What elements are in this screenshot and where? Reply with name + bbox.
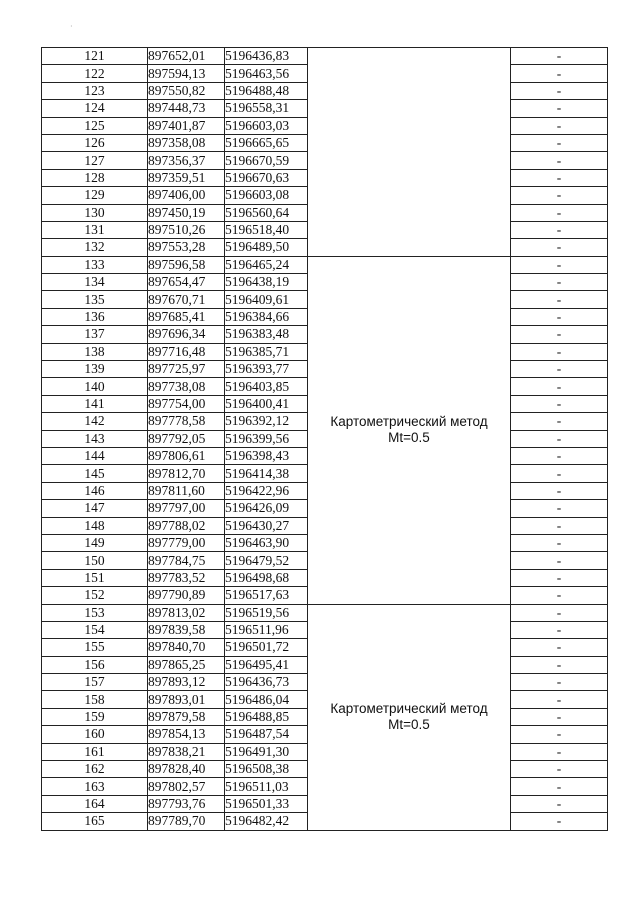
x-coordinate-cell: 897783,52 [148, 569, 225, 586]
x-coordinate-cell: 897865,25 [148, 656, 225, 673]
point-number-cell: 138 [42, 343, 148, 360]
value-cell: - [511, 430, 608, 447]
y-coordinate-cell: 5196511,96 [225, 621, 308, 638]
value-cell: - [511, 482, 608, 499]
x-coordinate-cell: 897893,01 [148, 691, 225, 708]
point-number-cell: 151 [42, 569, 148, 586]
x-coordinate-cell: 897839,58 [148, 621, 225, 638]
point-number-cell: 131 [42, 221, 148, 238]
y-coordinate-cell: 5196399,56 [225, 430, 308, 447]
point-number-cell: 137 [42, 326, 148, 343]
value-cell: - [511, 395, 608, 412]
point-number-cell: 144 [42, 447, 148, 464]
y-coordinate-cell: 5196498,68 [225, 569, 308, 586]
y-coordinate-cell: 5196486,04 [225, 691, 308, 708]
point-number-cell: 129 [42, 187, 148, 204]
value-cell: - [511, 447, 608, 464]
x-coordinate-cell: 897793,76 [148, 795, 225, 812]
x-coordinate-cell: 897725,97 [148, 361, 225, 378]
value-cell: - [511, 48, 608, 65]
x-coordinate-cell: 897893,12 [148, 674, 225, 691]
y-coordinate-cell: 5196436,73 [225, 674, 308, 691]
x-coordinate-cell: 897811,60 [148, 482, 225, 499]
x-coordinate-cell: 897358,08 [148, 134, 225, 151]
y-coordinate-cell: 5196518,40 [225, 221, 308, 238]
x-coordinate-cell: 897784,75 [148, 552, 225, 569]
value-cell: - [511, 517, 608, 534]
point-number-cell: 161 [42, 743, 148, 760]
y-coordinate-cell: 5196430,27 [225, 517, 308, 534]
y-coordinate-cell: 5196560,64 [225, 204, 308, 221]
y-coordinate-cell: 5196426,09 [225, 500, 308, 517]
x-coordinate-cell: 897879,58 [148, 708, 225, 725]
point-number-cell: 154 [42, 621, 148, 638]
x-coordinate-cell: 897596,58 [148, 256, 225, 273]
x-coordinate-cell: 897448,73 [148, 100, 225, 117]
value-cell: - [511, 82, 608, 99]
value-cell: - [511, 691, 608, 708]
x-coordinate-cell: 897356,37 [148, 152, 225, 169]
value-cell: - [511, 813, 608, 830]
point-number-cell: 140 [42, 378, 148, 395]
point-number-cell: 163 [42, 778, 148, 795]
y-coordinate-cell: 5196463,56 [225, 65, 308, 82]
point-number-cell: 142 [42, 413, 148, 430]
scan-artifact: · [70, 22, 73, 31]
method-label: Картометрический метод [330, 701, 488, 717]
value-cell: - [511, 65, 608, 82]
value-cell: - [511, 204, 608, 221]
method-label: Картометрический метод [330, 414, 488, 430]
y-coordinate-cell: 5196488,48 [225, 82, 308, 99]
y-coordinate-cell: 5196414,38 [225, 465, 308, 482]
y-coordinate-cell: 5196383,48 [225, 326, 308, 343]
value-cell: - [511, 465, 608, 482]
x-coordinate-cell: 897778,58 [148, 413, 225, 430]
y-coordinate-cell: 5196491,30 [225, 743, 308, 760]
point-number-cell: 121 [42, 48, 148, 65]
y-coordinate-cell: 5196670,63 [225, 169, 308, 186]
value-cell: - [511, 726, 608, 743]
y-coordinate-cell: 5196508,38 [225, 761, 308, 778]
x-coordinate-cell: 897838,21 [148, 743, 225, 760]
coordinates-table-body [42, 48, 608, 831]
x-coordinate-cell: 897789,70 [148, 813, 225, 830]
x-coordinate-cell: 897802,57 [148, 778, 225, 795]
y-coordinate-cell: 5196436,83 [225, 48, 308, 65]
value-cell: - [511, 326, 608, 343]
x-coordinate-cell: 897359,51 [148, 169, 225, 186]
point-number-cell: 128 [42, 169, 148, 186]
value-cell: - [511, 534, 608, 551]
y-coordinate-cell: 5196422,96 [225, 482, 308, 499]
method-cell [308, 604, 511, 830]
value-cell: - [511, 361, 608, 378]
x-coordinate-cell: 897716,48 [148, 343, 225, 360]
value-cell: - [511, 100, 608, 117]
point-number-cell: 148 [42, 517, 148, 534]
y-coordinate-cell: 5196517,63 [225, 587, 308, 604]
point-number-cell: 124 [42, 100, 148, 117]
y-coordinate-cell: 5196393,77 [225, 361, 308, 378]
value-cell: - [511, 221, 608, 238]
point-number-cell: 146 [42, 482, 148, 499]
point-number-cell: 152 [42, 587, 148, 604]
point-number-cell: 153 [42, 604, 148, 621]
value-cell: - [511, 308, 608, 325]
y-coordinate-cell: 5196603,03 [225, 117, 308, 134]
y-coordinate-cell: 5196501,72 [225, 639, 308, 656]
y-coordinate-cell: 5196511,03 [225, 778, 308, 795]
point-number-cell: 159 [42, 708, 148, 725]
x-coordinate-cell: 897840,70 [148, 639, 225, 656]
value-cell: - [511, 500, 608, 517]
table-row [42, 256, 608, 273]
x-coordinate-cell: 897594,13 [148, 65, 225, 82]
value-cell: - [511, 778, 608, 795]
point-number-cell: 135 [42, 291, 148, 308]
y-coordinate-cell: 5196519,56 [225, 604, 308, 621]
value-cell: - [511, 134, 608, 151]
value-cell: - [511, 152, 608, 169]
x-coordinate-cell: 897738,08 [148, 378, 225, 395]
value-cell: - [511, 343, 608, 360]
y-coordinate-cell: 5196438,19 [225, 274, 308, 291]
point-number-cell: 126 [42, 134, 148, 151]
point-number-cell: 130 [42, 204, 148, 221]
y-coordinate-cell: 5196384,66 [225, 308, 308, 325]
x-coordinate-cell: 897510,26 [148, 221, 225, 238]
x-coordinate-cell: 897788,02 [148, 517, 225, 534]
x-coordinate-cell: 897854,13 [148, 726, 225, 743]
x-coordinate-cell: 897797,00 [148, 500, 225, 517]
y-coordinate-cell: 5196670,59 [225, 152, 308, 169]
point-number-cell: 162 [42, 761, 148, 778]
value-cell: - [511, 413, 608, 430]
value-cell: - [511, 274, 608, 291]
x-coordinate-cell: 897550,82 [148, 82, 225, 99]
point-number-cell: 139 [42, 361, 148, 378]
value-cell: - [511, 761, 608, 778]
value-cell: - [511, 674, 608, 691]
y-coordinate-cell: 5196603,08 [225, 187, 308, 204]
y-coordinate-cell: 5196488,85 [225, 708, 308, 725]
y-coordinate-cell: 5196400,41 [225, 395, 308, 412]
value-cell: - [511, 256, 608, 273]
point-number-cell: 157 [42, 674, 148, 691]
value-cell: - [511, 552, 608, 569]
method-accuracy: Mt=0.5 [388, 430, 430, 446]
y-coordinate-cell: 5196482,42 [225, 813, 308, 830]
coordinates-table [41, 47, 608, 831]
x-coordinate-cell: 897779,00 [148, 534, 225, 551]
x-coordinate-cell: 897792,05 [148, 430, 225, 447]
method-cell [308, 48, 511, 257]
method-cell [308, 256, 511, 604]
value-cell: - [511, 708, 608, 725]
x-coordinate-cell: 897652,01 [148, 48, 225, 65]
value-cell: - [511, 587, 608, 604]
point-number-cell: 158 [42, 691, 148, 708]
y-coordinate-cell: 5196392,12 [225, 413, 308, 430]
table-row [42, 48, 608, 65]
point-number-cell: 164 [42, 795, 148, 812]
x-coordinate-cell: 897754,00 [148, 395, 225, 412]
point-number-cell: 150 [42, 552, 148, 569]
value-cell: - [511, 639, 608, 656]
point-number-cell: 156 [42, 656, 148, 673]
point-number-cell: 133 [42, 256, 148, 273]
x-coordinate-cell: 897828,40 [148, 761, 225, 778]
y-coordinate-cell: 5196403,85 [225, 378, 308, 395]
table-row [42, 604, 608, 621]
y-coordinate-cell: 5196479,52 [225, 552, 308, 569]
point-number-cell: 134 [42, 274, 148, 291]
point-number-cell: 125 [42, 117, 148, 134]
point-number-cell: 145 [42, 465, 148, 482]
value-cell: - [511, 378, 608, 395]
point-number-cell: 160 [42, 726, 148, 743]
x-coordinate-cell: 897696,34 [148, 326, 225, 343]
y-coordinate-cell: 5196487,54 [225, 726, 308, 743]
y-coordinate-cell: 5196665,65 [225, 134, 308, 151]
x-coordinate-cell: 897450,19 [148, 204, 225, 221]
point-number-cell: 123 [42, 82, 148, 99]
point-number-cell: 141 [42, 395, 148, 412]
point-number-cell: 122 [42, 65, 148, 82]
y-coordinate-cell: 5196398,43 [225, 447, 308, 464]
x-coordinate-cell: 897670,71 [148, 291, 225, 308]
point-number-cell: 127 [42, 152, 148, 169]
point-number-cell: 165 [42, 813, 148, 830]
value-cell: - [511, 795, 608, 812]
y-coordinate-cell: 5196489,50 [225, 239, 308, 256]
value-cell: - [511, 604, 608, 621]
x-coordinate-cell: 897685,41 [148, 308, 225, 325]
value-cell: - [511, 656, 608, 673]
x-coordinate-cell: 897654,47 [148, 274, 225, 291]
value-cell: - [511, 187, 608, 204]
y-coordinate-cell: 5196501,33 [225, 795, 308, 812]
y-coordinate-cell: 5196463,90 [225, 534, 308, 551]
value-cell: - [511, 291, 608, 308]
x-coordinate-cell: 897553,28 [148, 239, 225, 256]
x-coordinate-cell: 897806,61 [148, 447, 225, 464]
value-cell: - [511, 569, 608, 586]
x-coordinate-cell: 897790,89 [148, 587, 225, 604]
y-coordinate-cell: 5196409,61 [225, 291, 308, 308]
point-number-cell: 155 [42, 639, 148, 656]
x-coordinate-cell: 897812,70 [148, 465, 225, 482]
method-accuracy: Mt=0.5 [388, 717, 430, 733]
value-cell: - [511, 743, 608, 760]
y-coordinate-cell: 5196385,71 [225, 343, 308, 360]
value-cell: - [511, 239, 608, 256]
y-coordinate-cell: 5196558,31 [225, 100, 308, 117]
point-number-cell: 149 [42, 534, 148, 551]
value-cell: - [511, 621, 608, 638]
x-coordinate-cell: 897401,87 [148, 117, 225, 134]
y-coordinate-cell: 5196495,41 [225, 656, 308, 673]
y-coordinate-cell: 5196465,24 [225, 256, 308, 273]
x-coordinate-cell: 897406,00 [148, 187, 225, 204]
point-number-cell: 132 [42, 239, 148, 256]
value-cell: - [511, 117, 608, 134]
value-cell: - [511, 169, 608, 186]
point-number-cell: 147 [42, 500, 148, 517]
x-coordinate-cell: 897813,02 [148, 604, 225, 621]
point-number-cell: 143 [42, 430, 148, 447]
point-number-cell: 136 [42, 308, 148, 325]
